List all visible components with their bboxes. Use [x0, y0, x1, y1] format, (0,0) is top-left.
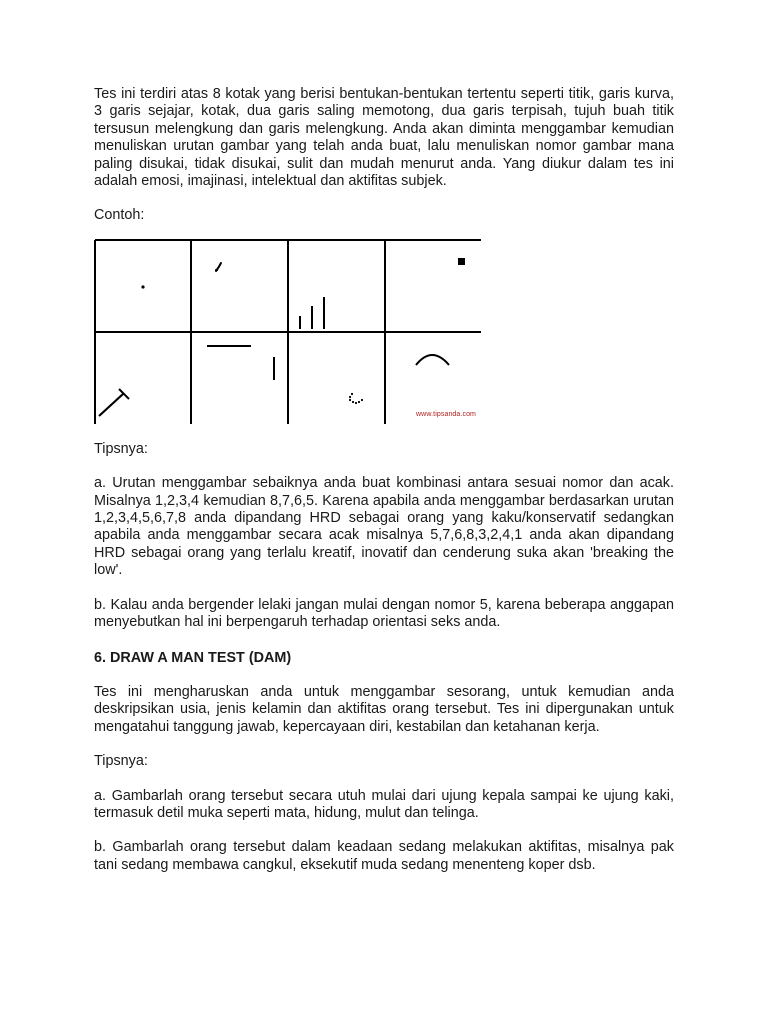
wartegg-grid-svg [94, 239, 482, 425]
box7-dot [352, 401, 354, 403]
tips-label-2: Tipsnya: [94, 753, 148, 770]
tip-a-2: a. Gambarlah orang tersebut secara utuh mulai dari ujung kepala sampai ke ujung kaki, termasuk detil muka seperti mata, hidung, mulut dan telinga. [94, 787, 674, 821]
box5-long-line [99, 394, 123, 416]
dam-paragraph: Tes ini mengharuskan anda untuk menggambar sesorang, untuk kemudian anda deskripsikan usia, jenis kelamin dan aktifitas orang tersebut. Tes ini dipergunakan untuk mengatahui tanggung jawab, kepercayaan diri, kestabilan dan ketahanan kerja. [94, 683, 674, 735]
box1-dot [141, 285, 144, 288]
box7-dot [349, 396, 351, 398]
document-page [94, 86, 674, 874]
box8-arc [416, 355, 449, 365]
box4-square [458, 258, 465, 265]
box7-dot [351, 393, 353, 395]
tips-label-1: Tipsnya: [94, 440, 148, 457]
box7-dot [355, 402, 357, 404]
figure-watermark: www.tipsanda.com [416, 410, 476, 418]
box7-dot [349, 399, 351, 401]
intro-paragraph: Tes ini terdiri atas 8 kotak yang berisi bentukan-bentukan tertentu seperti titik, garis kurva, 3 garis sejajar, kotak, dua garis saling memotong, dua garis terpisah, tujuh buah titik tersusun melengkung dan garis melengkung. Anda akan diminta menggambar kemudian menuliskan urutan gambar yang telah anda buat, lalu menuliskan nomor gambar mana paling disukai, tidak disukai, sulit dan mudah menurut anda. Yang diukur dalam tes ini adalah emosi, imajinasi, intelektual dan aktifitas subjek. [94, 86, 674, 190]
box7-dot [361, 399, 363, 401]
section-heading: 6. DRAW A MAN TEST (DAM) [94, 649, 292, 666]
wartegg-example-figure [94, 239, 482, 425]
tip-b-1: b. Kalau anda bergender lelaki jangan mulai dengan nomor 5, karena beberapa anggapan menyebutkan hal ini berpengaruh terhadap orientasi seks anda. [94, 596, 674, 631]
box7-dot [358, 401, 360, 403]
tip-a-1: a. Urutan menggambar sebaiknya anda buat kombinasi antara sesuai nomor dan acak. Misalnya 1,2,3,4 kemudian 8,7,6,5. Karena apabila anda menggambar berdasarkan urutan 1,2,3,4,5,6,7,8 anda dipandang HRD sebagai orang yang kaku/konservatif sedangkan apabila anda menggambar secara acak misalnya 5,7,6,8,3,2,4,1 anda akan dipandang HRD sebagai orang yang terlalu kreatif, inovatif dan cenderung suka akan 'breaking the low'. [94, 475, 674, 579]
tip-b-2: b. Gambarlah orang tersebut dalam keadaan sedang melakukan aktifitas, misalnya pak tani sedang membawa cangkul, eksekutif muda sedang menenteng koper dsb. [94, 839, 674, 873]
example-label: Contoh: [94, 207, 145, 224]
